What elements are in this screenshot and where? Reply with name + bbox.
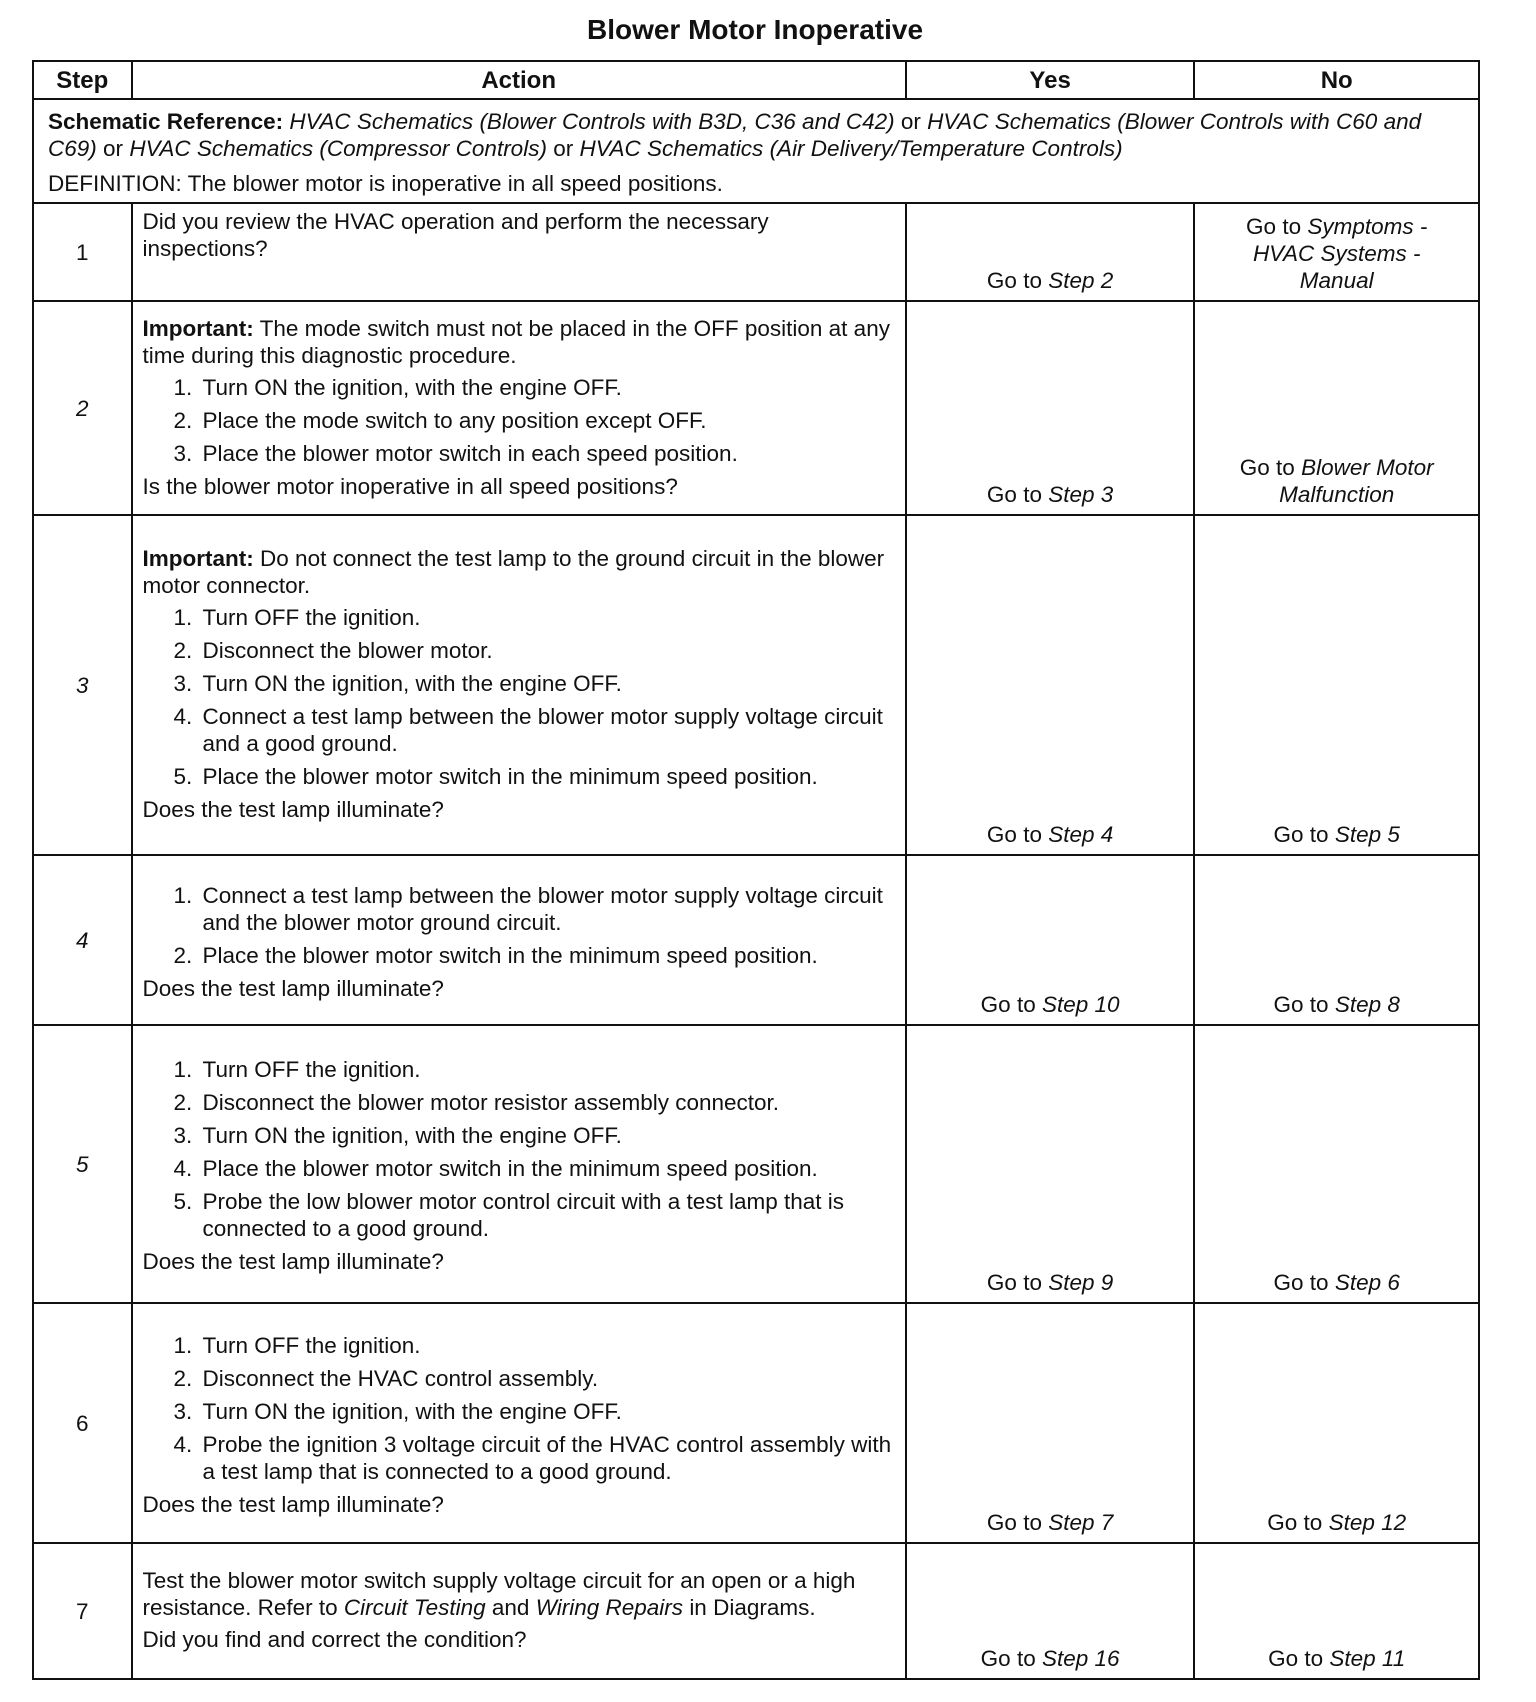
list-item: 1. Turn OFF the ignition. — [199, 1056, 895, 1083]
list-item: 1. Connect a test lamp between the blower motor supply voltage circuit and the blower motor ground circuit. — [199, 882, 895, 936]
important-label: Important: — [142, 546, 254, 571]
action-text-b: in Diagrams. — [689, 1595, 816, 1620]
go-to-text: Go to — [986, 482, 1042, 507]
step-row-1 — [33, 203, 1479, 301]
yes-cell — [906, 301, 1195, 515]
important-text: The mode switch must not be placed in the OFF position at any time during this diagnostic procedure. — [142, 315, 890, 368]
action-question: Does the test lamp illuminate? — [142, 975, 444, 1001]
yes-link[interactable]: Step 3 — [1048, 482, 1114, 507]
no-link[interactable]: Step 5 — [1334, 822, 1400, 847]
instruction-list — [143, 604, 895, 790]
no-cell — [1194, 1543, 1479, 1679]
header-action: Action — [132, 61, 906, 99]
step-row-3 — [33, 515, 1479, 855]
list-item: 3. Turn ON the ignition, with the engine OFF. — [199, 1398, 895, 1425]
step-number: 7 — [33, 1543, 132, 1679]
action-text-a: Test the blower motor switch supply voltage circuit for an open or a high resistance. Refer to — [142, 1568, 856, 1620]
or-text: or — [103, 135, 124, 161]
wiring-repairs-ref[interactable]: Wiring Repairs — [535, 1595, 684, 1620]
no-cell — [1194, 1303, 1479, 1543]
instruction-list — [143, 1332, 895, 1485]
schematic-row — [33, 99, 1479, 203]
list-item: 1. Turn OFF the ignition. — [199, 604, 895, 631]
action-question: Does the test lamp illuminate? — [142, 1491, 444, 1517]
schematic-reference — [48, 108, 1464, 162]
action-cell — [132, 515, 906, 855]
yes-cell — [906, 515, 1195, 855]
list-item: 3. Place the blower motor switch in each speed position. — [199, 440, 895, 467]
schematic-ref-3: HVAC Schematics (Compressor Controls) — [129, 135, 547, 161]
schematic-ref-2: HVAC Schematics (Blower Controls with C60 and C69) — [48, 108, 1422, 161]
header-yes: Yes — [906, 61, 1195, 99]
list-item: 2. Disconnect the blower motor resistor assembly connector. — [199, 1089, 895, 1116]
schematic-ref-4: HVAC Schematics (Air Delivery/Temperature Controls) — [579, 135, 1123, 161]
header-no: No — [1194, 61, 1479, 99]
action-cell — [132, 1025, 906, 1303]
action-question: Is the blower motor inoperative in all speed positions? — [142, 473, 678, 499]
yes-link[interactable]: Step 9 — [1048, 1270, 1114, 1295]
yes-cell — [906, 1303, 1195, 1543]
no-link[interactable]: Symptoms - — [1307, 214, 1428, 239]
go-to-text: Go to — [1267, 1510, 1323, 1535]
yes-link[interactable]: Step 10 — [1041, 992, 1120, 1017]
go-to-text: Go to — [986, 1510, 1042, 1535]
important-text: Do not connect the test lamp to the ground circuit in the blower motor connector. — [142, 546, 885, 598]
list-item: 2. Place the mode switch to any position except OFF. — [199, 407, 895, 434]
schematic-ref-1: HVAC Schematics (Blower Controls with B3D, C36 and C42) — [289, 108, 895, 134]
list-item: 1. Turn ON the ignition, with the engine OFF. — [199, 374, 895, 401]
step-row-5 — [33, 1025, 1479, 1303]
no-link[interactable]: Manual — [1299, 268, 1374, 293]
circuit-testing-ref[interactable]: Circuit Testing — [343, 1595, 486, 1620]
action-question: Did you find and correct the condition? — [142, 1627, 527, 1652]
no-cell — [1194, 1025, 1479, 1303]
yes-cell — [906, 855, 1195, 1025]
yes-cell — [906, 1543, 1195, 1679]
yes-link[interactable]: Step 2 — [1048, 268, 1114, 293]
go-to-text: Go to — [986, 1270, 1042, 1295]
step-number: 4 — [33, 855, 132, 1025]
schematic-cell — [33, 99, 1479, 203]
action-cell — [132, 855, 906, 1025]
go-to-text: Go to — [980, 992, 1036, 1017]
go-to-text: Go to — [1273, 1270, 1329, 1295]
go-to-text: Go to — [1273, 992, 1329, 1017]
definition-text: DEFINITION: The blower motor is inoperative in all speed positions. — [48, 170, 723, 196]
action-question: Does the test lamp illuminate? — [142, 1249, 444, 1274]
action-question: Does the test lamp illuminate? — [142, 797, 444, 822]
important-note — [143, 545, 895, 599]
go-to-text: Go to — [986, 822, 1042, 847]
step-row-7 — [33, 1543, 1479, 1679]
yes-cell — [906, 1025, 1195, 1303]
yes-link[interactable]: Step 7 — [1048, 1510, 1114, 1535]
step-number: 3 — [33, 515, 132, 855]
no-link[interactable]: Blower Motor — [1301, 455, 1434, 480]
list-item: 2. Disconnect the HVAC control assembly. — [199, 1365, 895, 1392]
step-row-6 — [33, 1303, 1479, 1543]
step-number: 5 — [33, 1025, 132, 1303]
action-cell — [132, 1543, 906, 1679]
go-to-text: Go to — [1268, 1646, 1324, 1671]
header-row — [33, 61, 1479, 99]
no-link[interactable]: Step 8 — [1334, 992, 1400, 1017]
go-to-text: Go to — [1246, 214, 1302, 239]
no-cell — [1194, 515, 1479, 855]
step-row-2 — [33, 301, 1479, 515]
and-text: and — [491, 1595, 530, 1620]
or-text: or — [553, 135, 574, 161]
step-number: 1 — [33, 203, 132, 301]
action-cell — [132, 203, 906, 301]
yes-link[interactable]: Step 4 — [1048, 822, 1114, 847]
go-to-text: Go to — [980, 1646, 1036, 1671]
yes-link[interactable]: Step 16 — [1041, 1646, 1120, 1671]
or-text: or — [900, 108, 921, 134]
schematic-label: Schematic Reference: — [48, 108, 284, 134]
no-link[interactable]: Step 12 — [1328, 1510, 1407, 1535]
action-question: Did you review the HVAC operation and perform the necessary inspections? — [142, 209, 769, 261]
no-link[interactable]: Step 6 — [1334, 1270, 1400, 1295]
list-item: 4. Connect a test lamp between the blower motor supply voltage circuit and a good ground. — [199, 703, 895, 757]
step-row-4 — [33, 855, 1479, 1025]
action-cell — [132, 301, 906, 515]
list-item: 2. Disconnect the blower motor. — [199, 637, 895, 664]
step-number: 2 — [33, 301, 132, 515]
no-link[interactable]: Step 11 — [1329, 1646, 1406, 1671]
no-cell — [1194, 855, 1479, 1025]
header-step: Step — [33, 61, 132, 99]
action-cell — [132, 1303, 906, 1543]
list-item: 4. Probe the ignition 3 voltage circuit of the HVAC control assembly with a test lamp that is connected to a good ground. — [199, 1431, 895, 1485]
instruction-list — [143, 882, 895, 969]
no-link[interactable]: HVAC Systems - — [1252, 241, 1421, 266]
go-to-text: Go to — [1239, 455, 1295, 480]
go-to-text: Go to — [986, 268, 1042, 293]
list-item: 5. Place the blower motor switch in the minimum speed position. — [199, 763, 895, 790]
action-text — [143, 1567, 895, 1621]
step-number: 6 — [33, 1303, 132, 1543]
list-item: 2. Place the blower motor switch in the minimum speed position. — [199, 942, 895, 969]
list-item: 5. Probe the low blower motor control circuit with a test lamp that is connected to a good ground. — [199, 1188, 895, 1242]
important-label: Important: — [142, 315, 254, 341]
instruction-list — [143, 374, 895, 467]
no-cell — [1194, 203, 1479, 301]
important-note — [143, 315, 895, 369]
list-item: 4. Place the blower motor switch in the minimum speed position. — [199, 1155, 895, 1182]
diagnostic-table — [32, 60, 1480, 1680]
no-link[interactable]: Malfunction — [1279, 482, 1395, 507]
yes-cell — [906, 203, 1195, 301]
no-cell — [1194, 301, 1479, 515]
list-item: 3. Turn ON the ignition, with the engine OFF. — [199, 670, 895, 697]
instruction-list — [143, 1056, 895, 1242]
list-item: 3. Turn ON the ignition, with the engine OFF. — [199, 1122, 895, 1149]
page-title: Blower Motor Inoperative — [586, 14, 924, 45]
go-to-text: Go to — [1273, 822, 1329, 847]
list-item: 1. Turn OFF the ignition. — [199, 1332, 895, 1359]
